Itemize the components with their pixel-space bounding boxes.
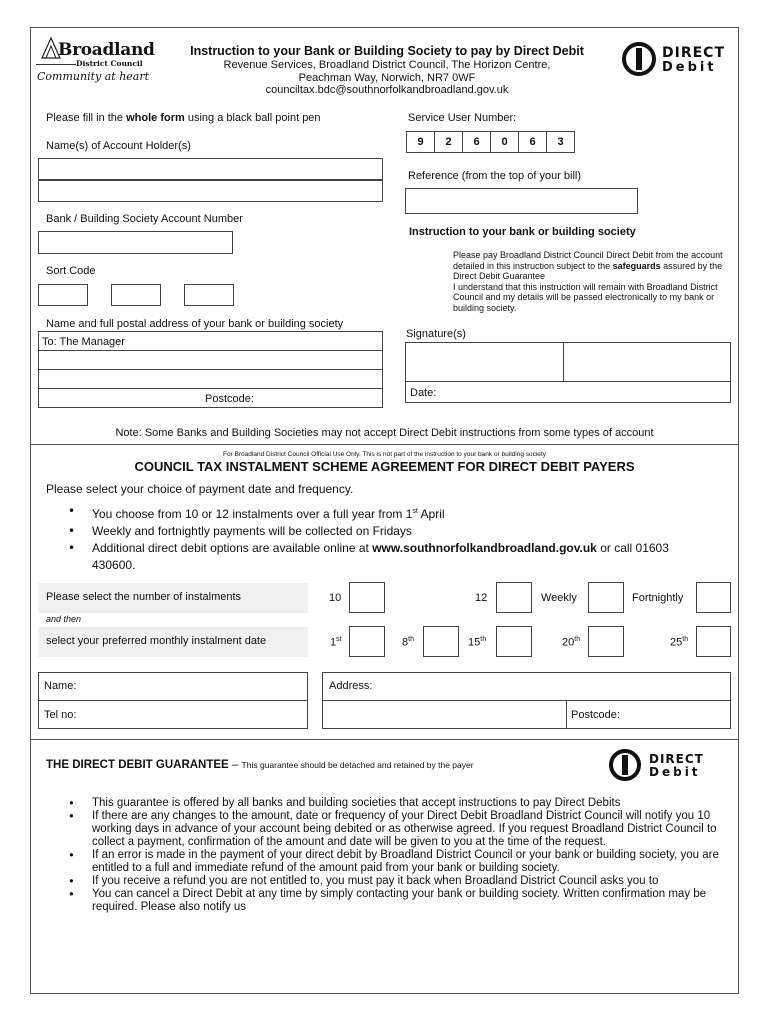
form-title: Instruction to your Bank or Building Society to pay by Direct Debit bbox=[190, 44, 584, 58]
dd-logo-small-word1: DIRECT bbox=[649, 752, 704, 766]
signature-field-1[interactable] bbox=[405, 342, 564, 382]
brand-line2: District Council bbox=[76, 59, 143, 68]
bank-address-label: Name and full postal address of your bank or building society bbox=[46, 318, 344, 330]
bullet-dot: • bbox=[68, 848, 75, 862]
service-user-label: Service User Number: bbox=[408, 112, 517, 124]
dd-logo-small-word2: Debit bbox=[649, 765, 701, 779]
date-num: 15 bbox=[468, 636, 481, 649]
broadland-logo bbox=[36, 36, 154, 86]
payer-tel-field[interactable] bbox=[38, 700, 308, 729]
date-num: 20 bbox=[562, 636, 575, 649]
bullet-dot: • bbox=[68, 504, 76, 518]
guarantee-item-text: If there are any changes to the amount, date or frequency of your Direct Debit Broadland District Council will notify you 10 working days in advance of your account being debited or as otherwise agreed. If you request Broadland District Council to collect a payment, confirmation of the amount and date will be given to you at the time of the request. bbox=[92, 810, 717, 848]
bullet-dot: • bbox=[68, 541, 76, 555]
date-select-label: select your preferred monthly instalment date bbox=[46, 635, 267, 647]
instruction-p3: I understand that this instruction will remain with Broadland District Council and my details will be passed electronically to my bank or building society. bbox=[453, 281, 718, 313]
bullet1-post: April bbox=[417, 507, 445, 521]
guarantee-item-text: You can cancel a Direct Debit at any time by simply contacting your bank or building society. Written confirmation may be required. Please also notify us bbox=[92, 888, 707, 913]
account-number-label: Bank / Building Society Account Number bbox=[46, 213, 243, 225]
payer-address-field[interactable] bbox=[322, 672, 731, 701]
guarantee-item-text: This guarantee is offered by all banks and building societies that accept instructions to pay Direct Debits bbox=[92, 797, 621, 809]
bullet-dot: • bbox=[68, 887, 75, 901]
payer-address-field-2[interactable] bbox=[322, 700, 567, 729]
reference-field[interactable] bbox=[405, 188, 638, 214]
bank-address-line-2 bbox=[38, 369, 383, 370]
date-sup: th bbox=[682, 636, 689, 643]
bullet-dot: • bbox=[68, 874, 75, 888]
sort-code-field-1[interactable] bbox=[38, 284, 88, 306]
contact-email: counciltax.bdc@southnorfolkandbroadland.gov.uk bbox=[265, 84, 509, 96]
service-user-number bbox=[406, 131, 580, 153]
date-sup: th bbox=[574, 636, 581, 643]
fill-suffix: using a black ball point pen bbox=[184, 112, 321, 124]
account-holder-label: Name(s) of Account Holder(s) bbox=[46, 140, 191, 152]
date-15th-label bbox=[468, 636, 486, 649]
address-line1: Revenue Services, Broadland District Council, The Horizon Centre, bbox=[223, 59, 551, 71]
brand-underline bbox=[36, 64, 76, 65]
sun-digit: 9 bbox=[406, 131, 435, 153]
account-holder-field-2[interactable] bbox=[38, 180, 383, 202]
sun-digit: 3 bbox=[546, 131, 575, 153]
date-num: 25 bbox=[670, 636, 683, 649]
signature-label: Signature(s) bbox=[406, 328, 466, 340]
sort-code-field-2[interactable] bbox=[111, 284, 161, 306]
bank-address-line-3 bbox=[38, 388, 383, 389]
option-12-checkbox[interactable] bbox=[496, 582, 532, 613]
scheme-bullet bbox=[68, 503, 732, 523]
option-fortnightly-checkbox[interactable] bbox=[696, 582, 731, 613]
guarantee-item bbox=[68, 887, 724, 914]
bullet-dot: • bbox=[68, 809, 75, 823]
account-number-field[interactable] bbox=[38, 231, 233, 254]
scheme-title: COUNCIL TAX INSTALMENT SCHEME AGREEMENT FOR DIRECT DEBIT PAYERS bbox=[134, 459, 635, 474]
dd-logo-word2: Debit bbox=[662, 60, 717, 75]
date-sup: th bbox=[480, 636, 487, 643]
sun-digit: 6 bbox=[518, 131, 547, 153]
bullet2: Weekly and fortnightly payments will be collected on Fridays bbox=[92, 524, 412, 538]
bullet3-post: or call 01603 bbox=[596, 541, 669, 555]
date-sup: th bbox=[408, 636, 414, 643]
bullet3-line2: 430600. bbox=[92, 558, 136, 572]
option-12-label: 12 bbox=[475, 592, 488, 604]
payer-name-field[interactable] bbox=[38, 672, 308, 701]
direct-debit-logo bbox=[622, 42, 726, 78]
divider-guarantee bbox=[30, 739, 739, 740]
guarantee-subtitle: This guarantee should be detached and retained by the payer bbox=[241, 760, 474, 770]
bullet-dot: • bbox=[68, 796, 75, 810]
guarantee-item-text: If an error is made in the payment of your direct debit by Broadland District Council or your bank or building society, you are entitled to a full and immediate refund of the amount paid from your bank or building society. bbox=[92, 849, 719, 874]
council-website-link[interactable]: www.southnorfolkandbroadland.gov.uk bbox=[372, 541, 597, 555]
option-weekly-label: Weekly bbox=[541, 592, 577, 604]
option-10-checkbox[interactable] bbox=[349, 582, 385, 613]
bank-address-line-1 bbox=[38, 350, 383, 351]
payer-name-label: Name: bbox=[44, 680, 77, 692]
reference-label: Reference (from the top of your bill) bbox=[408, 170, 582, 182]
guarantee-heading bbox=[46, 759, 474, 771]
brand-line1: Broadland bbox=[58, 40, 155, 60]
payer-tel-label: Tel no: bbox=[44, 709, 77, 721]
bullet1-pre: You choose from 10 or 12 instalments over a full year from 1 bbox=[92, 507, 413, 521]
bullet3-pre: Additional direct debit options are available online at bbox=[92, 541, 373, 555]
date-1st-label bbox=[330, 636, 342, 649]
sun-digit: 6 bbox=[462, 131, 491, 153]
guarantee-item bbox=[68, 809, 724, 849]
date-num: 1 bbox=[330, 636, 337, 649]
bullet1-sup: st bbox=[412, 508, 418, 515]
guarantee-title: THE DIRECT DEBIT GUARANTEE bbox=[46, 759, 229, 771]
official-use-note: For Broadland District Council Official Use Only. This is not part of the instruction to your bank or building society bbox=[223, 451, 546, 458]
scheme-bullet bbox=[68, 523, 732, 540]
sort-code-field-3[interactable] bbox=[184, 284, 234, 306]
payer-postcode-label: Postcode: bbox=[571, 709, 620, 721]
address-line2: Peachman Way, Norwich, NR7 0WF bbox=[298, 72, 476, 84]
sort-code-label: Sort Code bbox=[46, 265, 96, 277]
date-25th-checkbox[interactable] bbox=[696, 626, 731, 657]
instruction-text bbox=[453, 250, 728, 313]
date-field[interactable] bbox=[405, 381, 731, 403]
fill-bold: whole form bbox=[126, 112, 185, 124]
divider-scheme bbox=[30, 444, 739, 445]
guarantee-item bbox=[68, 796, 724, 810]
scheme-intro: Please select your choice of payment date and frequency. bbox=[46, 482, 354, 496]
dd-logo-word1: DIRECT bbox=[662, 45, 725, 61]
option-fortnightly-label: Fortnightly bbox=[632, 592, 684, 604]
account-holder-field-1[interactable] bbox=[38, 158, 383, 180]
guarantee-item-text: If you receive a refund you are not entitled to, you must pay it back when Broadland District Council asks you to bbox=[92, 875, 659, 887]
instruction-p1: Please pay Broadland District Council Direct Debit from the account detailed in this instruction subject to the bbox=[453, 250, 723, 271]
direct-debit-logo-small bbox=[609, 749, 719, 783]
instruction-heading: Instruction to your bank or building society bbox=[409, 226, 636, 238]
guarantee-item bbox=[68, 874, 724, 888]
scheme-bullet bbox=[68, 540, 732, 574]
guarantee-item bbox=[68, 848, 724, 875]
sun-digit: 2 bbox=[434, 131, 463, 153]
scheme-bullets bbox=[68, 503, 732, 574]
date-num: 8 bbox=[402, 636, 409, 649]
instruction-bold: safeguards bbox=[612, 260, 661, 271]
date-8th-label bbox=[402, 636, 414, 649]
and-then: and then bbox=[46, 614, 82, 624]
sun-digit: 0 bbox=[490, 131, 519, 153]
brand-tagline: Community at heart bbox=[37, 70, 150, 83]
signature-field-2[interactable] bbox=[563, 342, 731, 382]
guarantee-list bbox=[68, 796, 724, 914]
date-sup: st bbox=[336, 636, 342, 643]
guarantee-dash: – bbox=[228, 759, 242, 771]
date-label: Date: bbox=[410, 387, 437, 399]
payer-address-label: Address: bbox=[329, 680, 373, 692]
date-15th-checkbox[interactable] bbox=[496, 626, 532, 657]
fill-instructions bbox=[46, 112, 321, 124]
date-20th-checkbox[interactable] bbox=[588, 626, 624, 657]
fill-prefix: Please fill in the bbox=[46, 112, 127, 124]
bank-note: Note: Some Banks and Building Societies may not accept Direct Debit instructions from some types of account bbox=[115, 427, 654, 439]
option-weekly-checkbox[interactable] bbox=[588, 582, 624, 613]
date-25th-label bbox=[670, 636, 688, 649]
option-10-label: 10 bbox=[329, 592, 342, 604]
to-manager: To: The Manager bbox=[42, 336, 125, 348]
date-8th-checkbox[interactable] bbox=[423, 626, 459, 657]
bullet-dot: • bbox=[68, 524, 76, 538]
instalments-label: Please select the number of instalments bbox=[46, 591, 242, 603]
date-1st-checkbox[interactable] bbox=[349, 626, 385, 657]
date-20th-label bbox=[562, 636, 580, 649]
instruction-p2: assured by the Direct Debit Guarantee bbox=[453, 260, 723, 281]
bank-postcode-label: Postcode: bbox=[205, 393, 254, 405]
